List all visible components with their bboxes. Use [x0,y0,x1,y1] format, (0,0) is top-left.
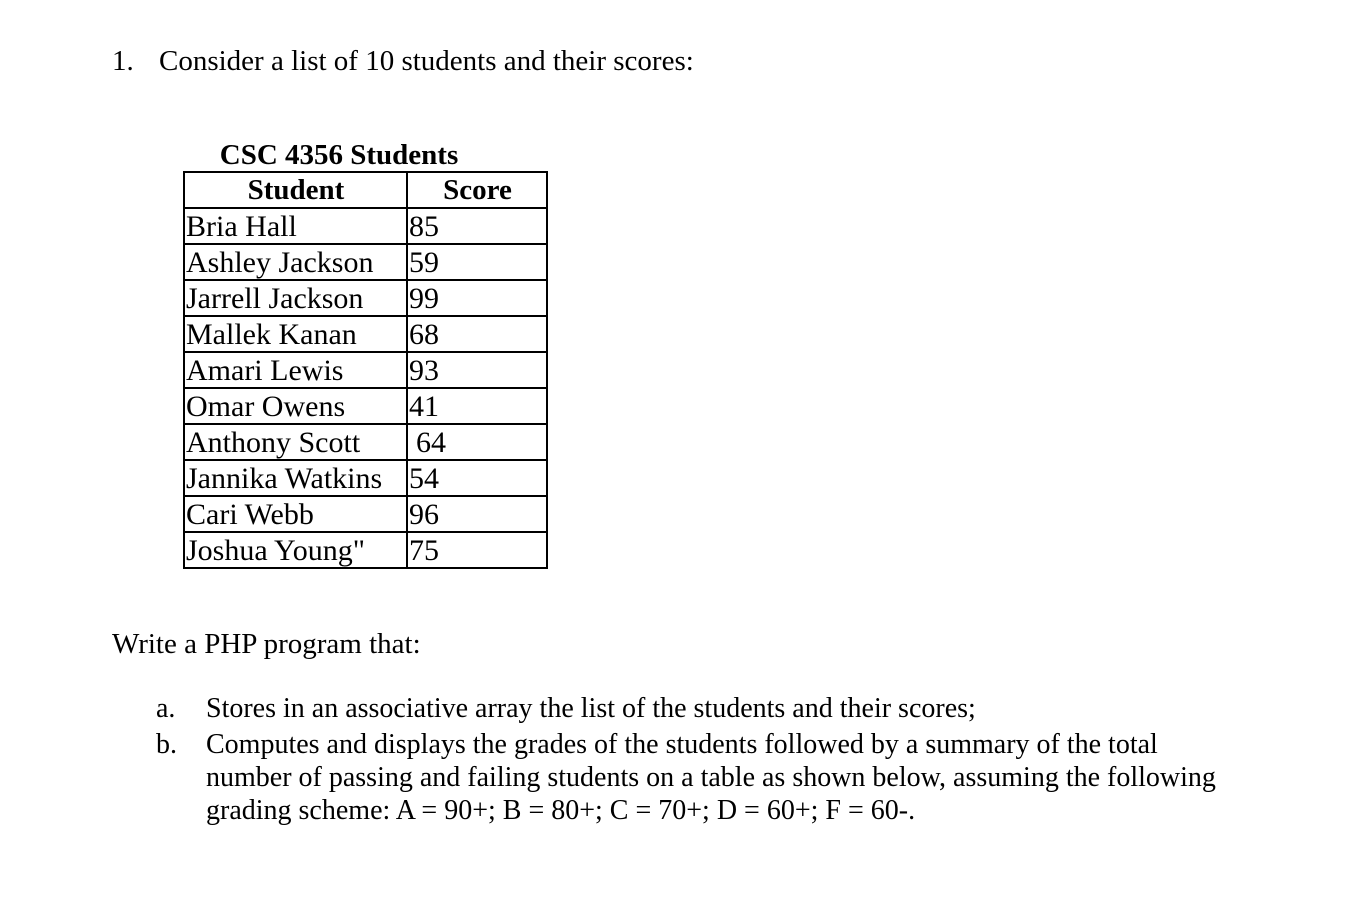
student-name: Amari Lewis [184,352,407,388]
table-row [184,496,547,532]
table-row [184,532,547,568]
student-name: Jarrell Jackson [184,280,407,316]
table-row [184,244,547,280]
table-header-row [184,172,547,208]
table-row [184,460,547,496]
student-score: 96 [407,496,547,532]
task-text: Computes and displays the grades of the students followed by a summary of the total number of passing and failing students on a table as shown below, assuming the following grading scheme: A = 90+; B = 80+; C = 70+; D = 60+; F = 60-. [206,729,1216,826]
student-score: 54 [407,460,547,496]
student-score: 75 [407,532,547,568]
student-name: Cari Webb [184,496,407,532]
student-name: Ashley Jackson [184,244,407,280]
student-score: 99 [407,280,547,316]
student-score: 93 [407,352,547,388]
task-item-a [156,692,1216,725]
task-item-b [156,728,1216,827]
student-name: Bria Hall [184,208,407,244]
table-caption: CSC 4356 Students [219,139,459,171]
question-text: Consider a list of 10 students and their scores: [159,45,694,77]
task-letter: a. [156,693,176,724]
header-student: Student [184,172,407,208]
student-name: Mallek Kanan [184,316,407,352]
question-line [112,43,694,79]
instruction-text: Write a PHP program that: [112,628,421,660]
table-row [184,208,547,244]
task-list [156,692,1216,830]
question-number: 1. [112,45,134,77]
header-score: Score [407,172,547,208]
student-score: 41 [407,388,547,424]
student-score: 64 [407,424,547,460]
student-score: 85 [407,208,547,244]
table-row [184,424,547,460]
student-score: 68 [407,316,547,352]
student-name: Joshua Young" [184,532,407,568]
student-name: Jannika Watkins [184,460,407,496]
table-row [184,280,547,316]
task-text: Stores in an associative array the list of the students and their scores; [206,693,976,724]
table-row [184,388,547,424]
student-name: Anthony Scott [184,424,407,460]
student-name: Omar Owens [184,388,407,424]
task-letter: b. [156,729,177,760]
table-row [184,316,547,352]
student-scores-table [183,171,548,569]
student-score: 59 [407,244,547,280]
table-row [184,352,547,388]
